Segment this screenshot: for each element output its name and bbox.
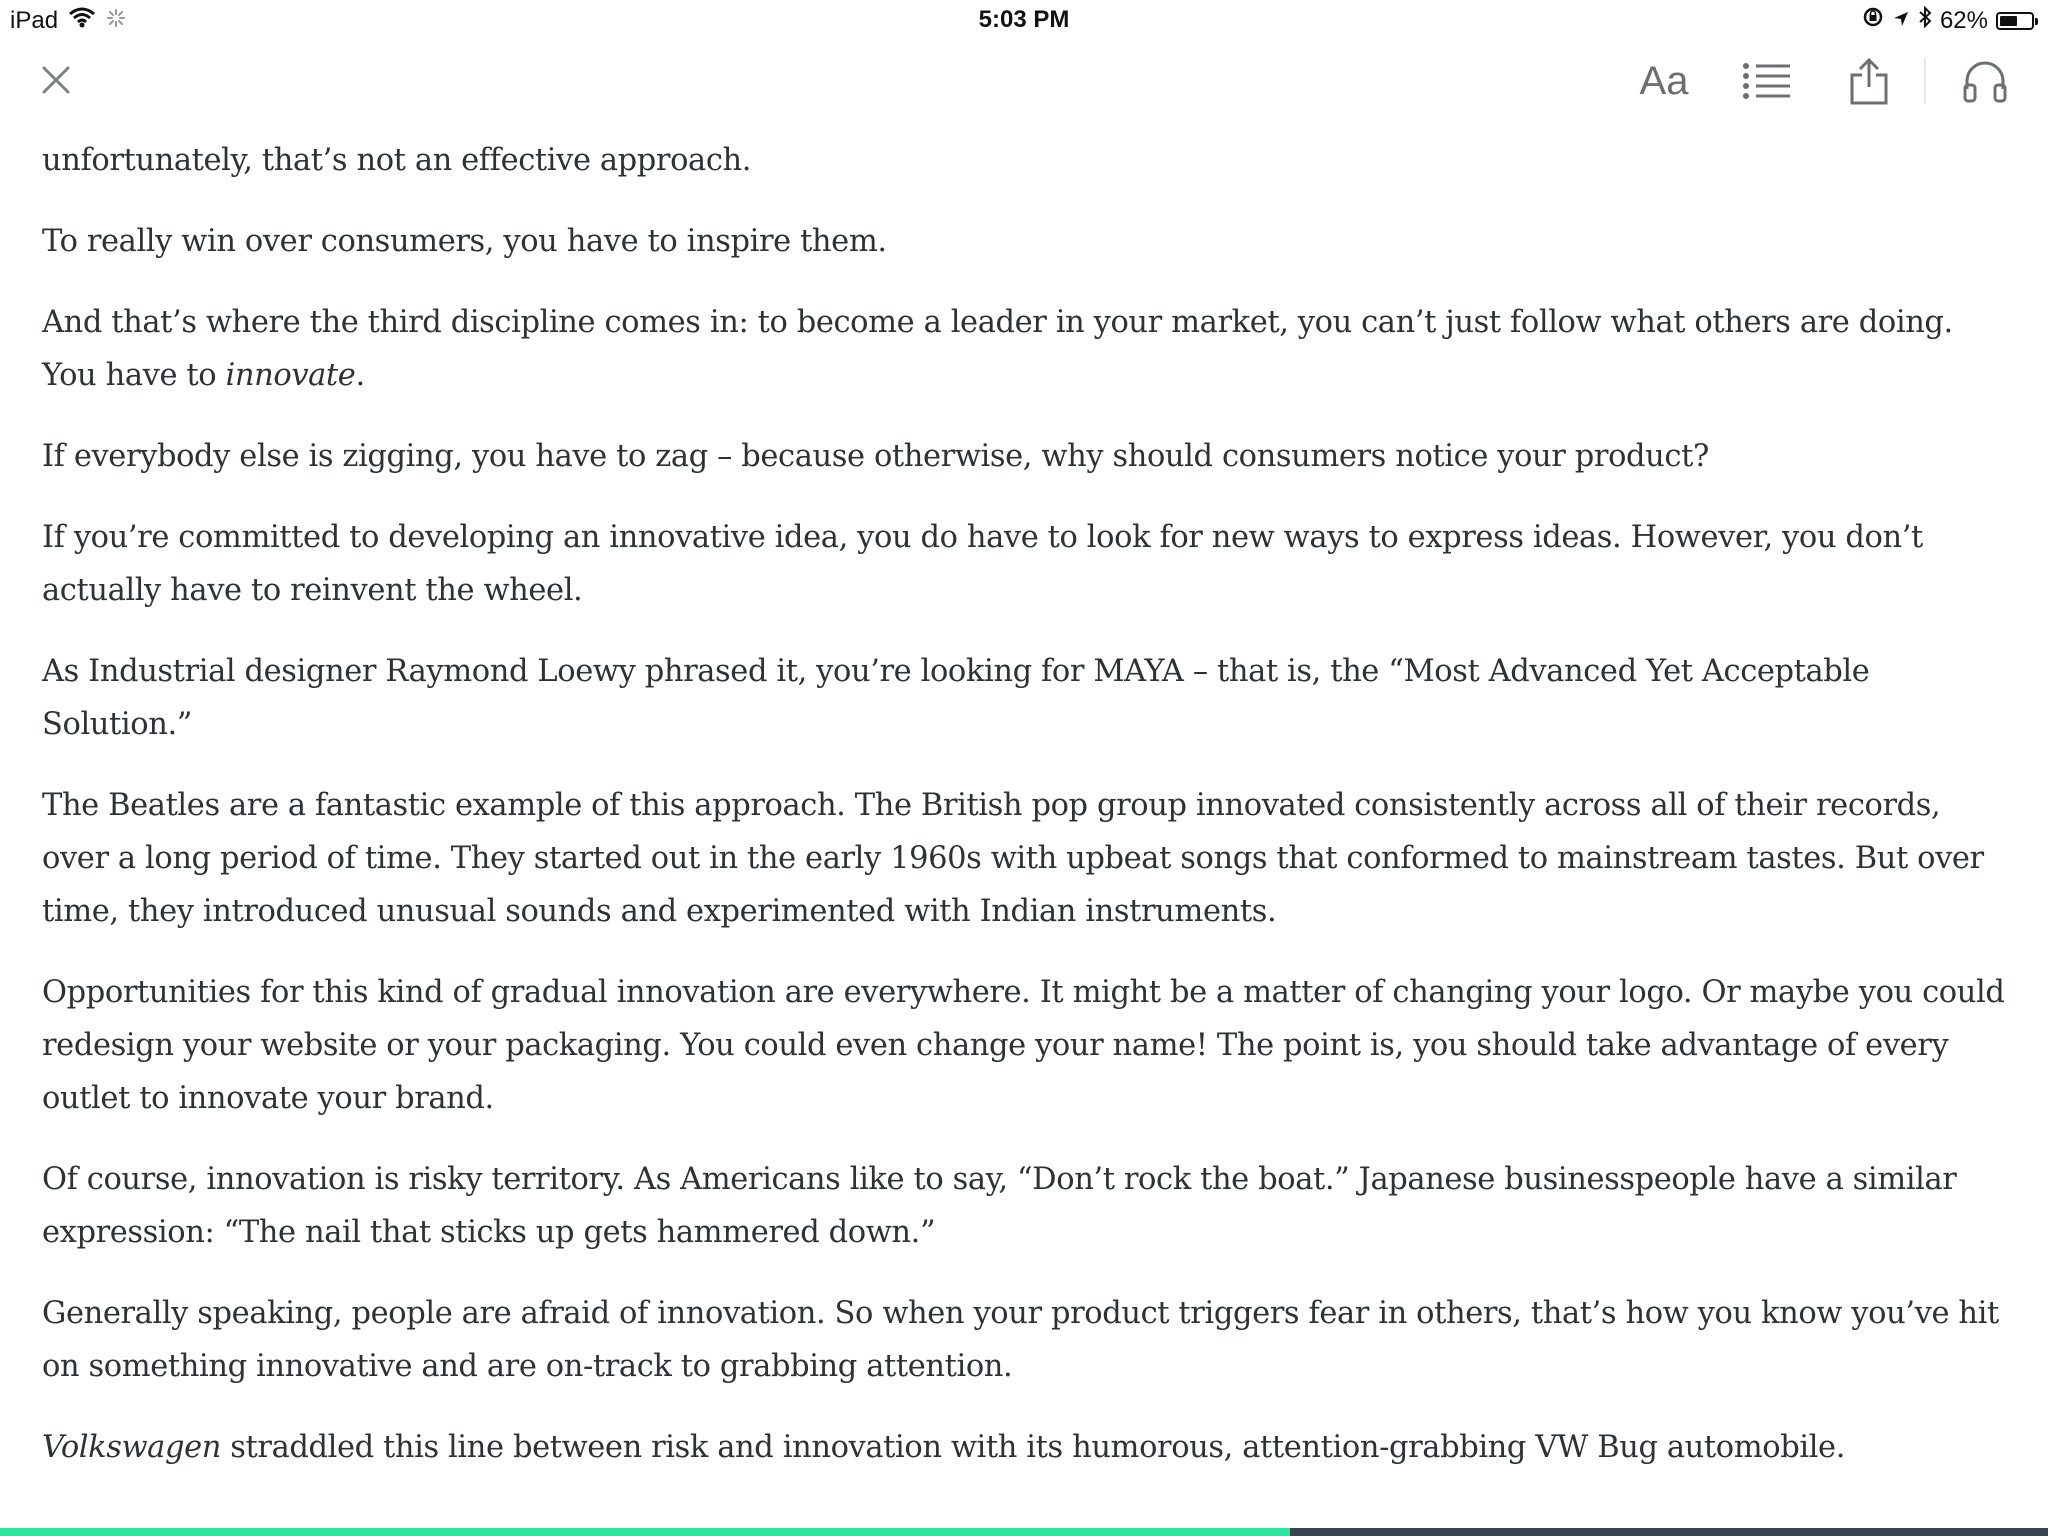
paragraph bbox=[42, 511, 2012, 617]
paragraph-text: . bbox=[355, 358, 365, 393]
reader-toolbar bbox=[0, 40, 2048, 126]
article-body bbox=[42, 126, 2012, 1502]
paragraph bbox=[42, 430, 2012, 483]
emphasis-text: Volkswagen bbox=[42, 1430, 221, 1465]
audio-button[interactable] bbox=[1958, 54, 2012, 108]
paragraph bbox=[42, 966, 2012, 1125]
paragraph bbox=[42, 134, 2012, 187]
emphasis-text: innovate bbox=[225, 358, 356, 393]
paragraph bbox=[42, 1421, 2012, 1474]
reading-progress-fill bbox=[0, 1528, 1290, 1536]
clipped-previous-line bbox=[42, 86, 1942, 100]
status-bar bbox=[0, 0, 2048, 40]
paragraph bbox=[42, 296, 2012, 402]
paragraph bbox=[42, 645, 2012, 751]
text-size-label: Aa bbox=[1639, 58, 1689, 103]
paragraph bbox=[42, 215, 2012, 268]
paragraph-text: unfortunately, that’s not an effective approach. bbox=[42, 143, 752, 178]
paragraph-text: If you’re committed to developing an innovative idea, you do have to look for new ways to express ideas. However, you don’t actually have to reinvent the wheel. bbox=[42, 520, 1923, 608]
headphones-icon bbox=[1961, 59, 2009, 103]
paragraph-text: If everybody else is zigging, you have to zag – because otherwise, why should consumers notice your product? bbox=[42, 439, 1709, 474]
paragraph-text: The Beatles are a fantastic example of this approach. The British pop group innovated consistently across all of their records, over a long period of time. They started out in the early 1960s with upbeat songs that conformed to mainstream tastes. But over time, they introduced unusual sounds and experimented with Indian instruments. bbox=[42, 788, 1984, 929]
battery-percent: 62% bbox=[1939, 6, 1988, 34]
status-right bbox=[1862, 6, 2034, 35]
paragraph bbox=[42, 779, 2012, 938]
paragraph-text: To really win over consumers, you have to inspire them. bbox=[42, 224, 887, 259]
battery-icon bbox=[1996, 12, 2034, 30]
device-label: iPad bbox=[10, 6, 59, 34]
paragraph bbox=[42, 1153, 2012, 1259]
paragraph-text: Of course, innovation is risky territory. As Americans like to say, “Don’t rock the boat.” Japanese businesspeople have a similar expression: “The nail that sticks up gets hammered down.” bbox=[42, 1162, 1957, 1250]
paragraph-text: And that’s where the third discipline comes in: to become a leader in your market, you can’t just follow what others are doing. You have to bbox=[42, 305, 1953, 393]
status-time: 5:03 PM bbox=[978, 6, 1070, 33]
paragraph-text: straddled this line between risk and innovation with its humorous, attention-grabbing VW Bug automobile. bbox=[221, 1430, 1845, 1465]
paragraph-text: Generally speaking, people are afraid of innovation. So when your product triggers fear in others, that’s how you know you’ve hit on something innovative and are on-track to grabbing attention. bbox=[42, 1296, 1999, 1384]
rotation-lock-icon bbox=[1862, 6, 1884, 35]
paragraph-text: As Industrial designer Raymond Loewy phrased it, you’re looking for MAYA – that is, the “Most Advanced Yet Acceptable Solution.” bbox=[42, 654, 1870, 742]
paragraph bbox=[42, 1287, 2012, 1393]
reading-progress-track bbox=[0, 1528, 2048, 1536]
battery-level bbox=[2000, 16, 2017, 26]
bluetooth-icon bbox=[1918, 6, 1932, 35]
location-icon bbox=[1892, 7, 1910, 35]
paragraph-text: Opportunities for this kind of gradual innovation are everywhere. It might be a matter of changing your logo. Or maybe you could redesign your website or your packaging. You could even change your name! The point is, you should take advantage of every outlet to innovate your brand. bbox=[42, 975, 2005, 1116]
